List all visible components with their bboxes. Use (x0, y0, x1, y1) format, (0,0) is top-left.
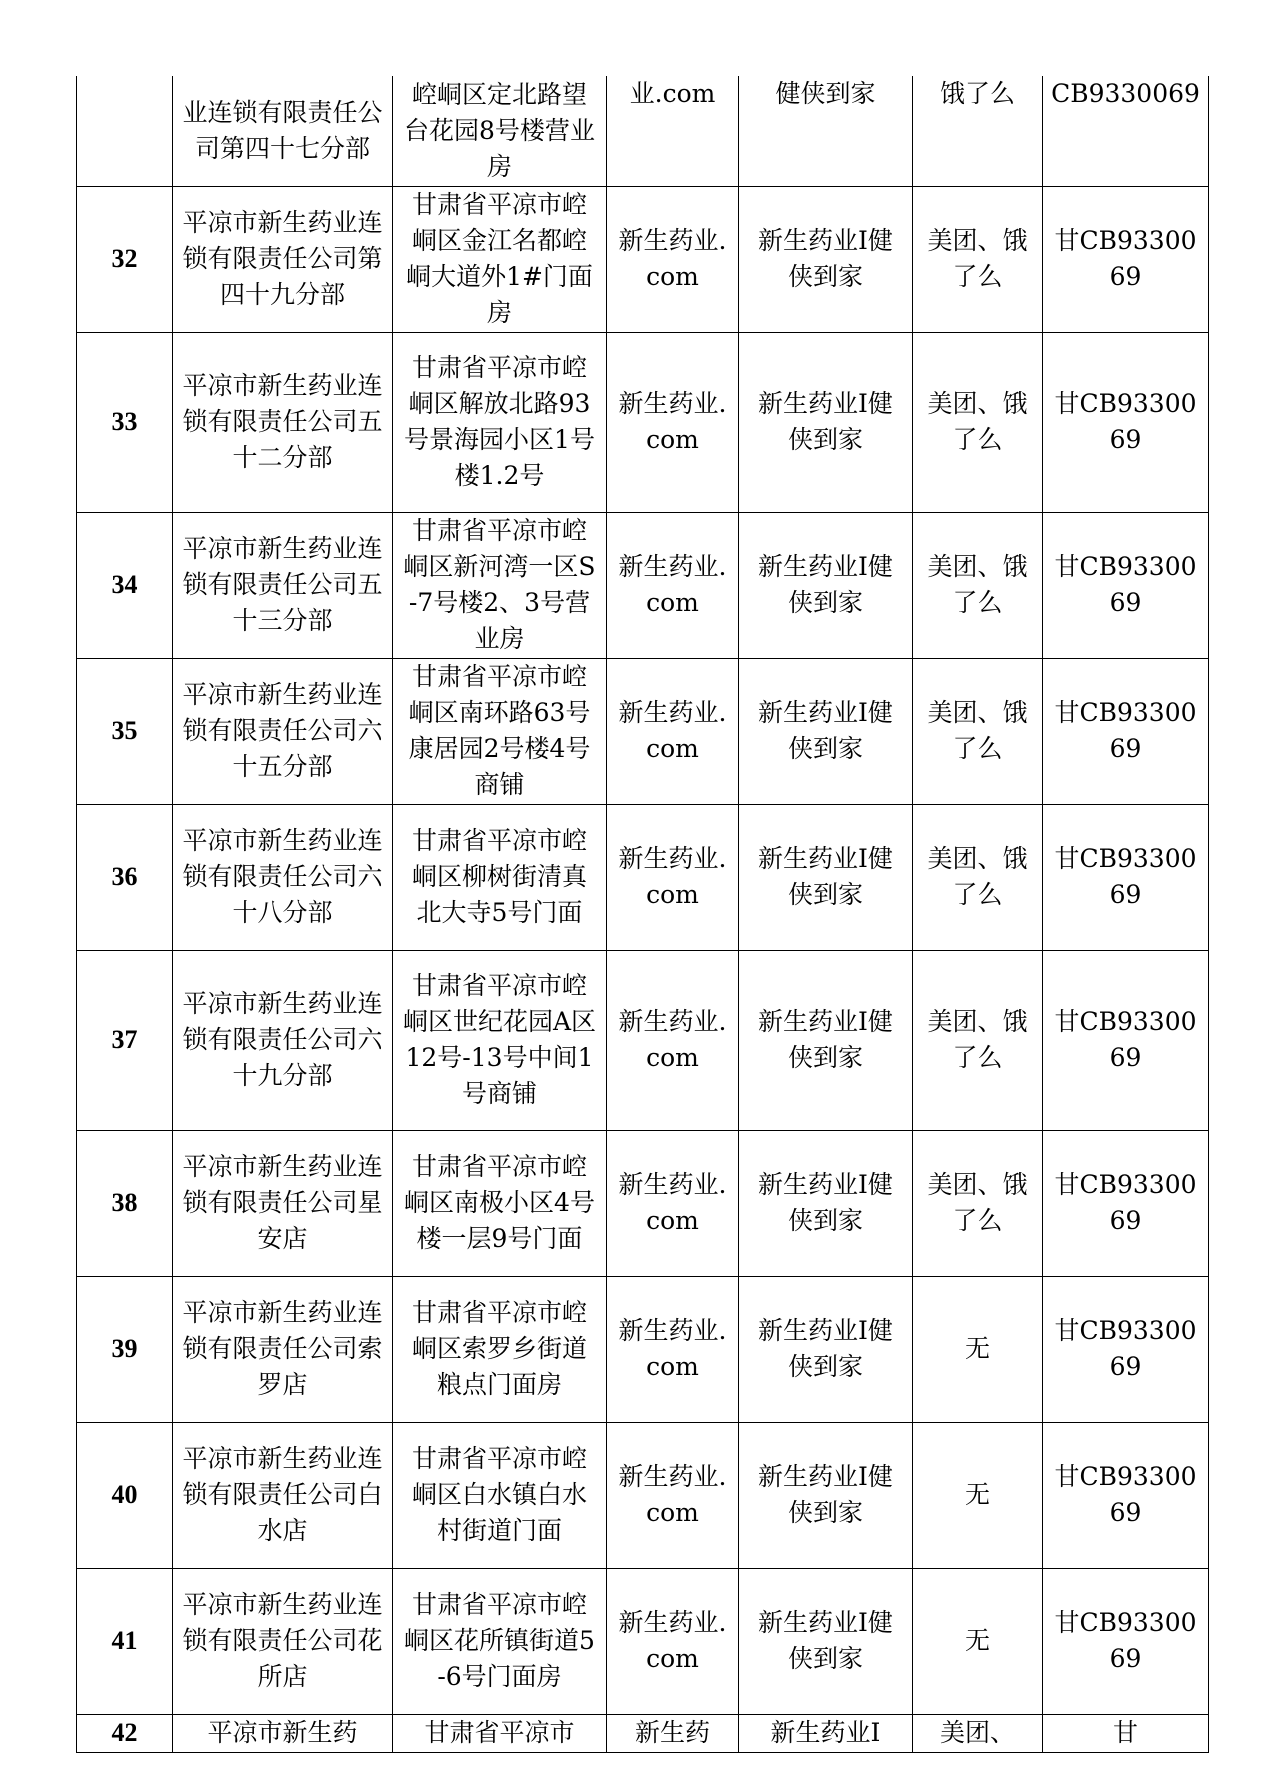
store-license: 甘CB9330069 (1043, 332, 1209, 512)
store-app: 新生药业I (739, 1714, 913, 1752)
row-number: 37 (77, 950, 173, 1130)
row-number: 38 (77, 1130, 173, 1276)
store-app: 新生药业I健侠到家 (739, 1422, 913, 1568)
store-website: 新生药业.com (607, 1130, 739, 1276)
store-name: 平凉市新生药业连锁有限责任公司第四十九分部 (173, 186, 393, 332)
store-address: 甘肃省平凉市 (393, 1714, 607, 1752)
store-website: 新生药业.com (607, 1422, 739, 1568)
store-name: 平凉市新生药业连锁有限责任公司白水店 (173, 1422, 393, 1568)
store-table (76, 76, 1209, 1753)
store-platform: 无 (913, 1276, 1043, 1422)
store-address: 甘肃省平凉市崆峒区索罗乡街道粮点门面房 (393, 1276, 607, 1422)
row-number (77, 76, 173, 186)
store-website: 新生药业.com (607, 658, 739, 804)
row-number: 39 (77, 1276, 173, 1422)
store-website: 新生药业.com (607, 332, 739, 512)
table-row-partial-top (77, 76, 1209, 186)
store-platform: 美团、饿了么 (913, 186, 1043, 332)
store-address: 甘肃省平凉市崆峒区金江名都崆峒大道外1#门面房 (393, 186, 607, 332)
store-app: 新生药业I健侠到家 (739, 186, 913, 332)
store-app: 新生药业I健侠到家 (739, 1276, 913, 1422)
store-platform: 美团、 (913, 1714, 1043, 1752)
store-name: 平凉市新生药业连锁有限责任公司五十二分部 (173, 332, 393, 512)
store-address: 甘肃省平凉市崆峒区柳树街清真北大寺5号门面 (393, 804, 607, 950)
table-row (77, 512, 1209, 658)
row-number: 36 (77, 804, 173, 950)
store-website: 新生药 (607, 1714, 739, 1752)
table-row (77, 1568, 1209, 1714)
row-number: 41 (77, 1568, 173, 1714)
store-name: 平凉市新生药业连锁有限责任公司索罗店 (173, 1276, 393, 1422)
row-number: 42 (77, 1714, 173, 1752)
store-platform: 美团、饿了么 (913, 1130, 1043, 1276)
store-platform: 无 (913, 1422, 1043, 1568)
store-address: 甘肃省平凉市崆峒区白水镇白水村街道门面 (393, 1422, 607, 1568)
store-license: 甘CB9330069 (1043, 658, 1209, 804)
store-platform: 美团、饿了么 (913, 332, 1043, 512)
row-number: 33 (77, 332, 173, 512)
store-app: 新生药业I健侠到家 (739, 804, 913, 950)
store-license: 甘CB9330069 (1043, 950, 1209, 1130)
store-address: 崆峒区定北路望台花园8号楼营业房 (393, 76, 607, 186)
table-row-partial-bottom (77, 1714, 1209, 1752)
store-platform: 美团、饿了么 (913, 804, 1043, 950)
table-row (77, 1422, 1209, 1568)
store-app: 健侠到家 (739, 76, 913, 186)
store-name: 平凉市新生药 (173, 1714, 393, 1752)
row-number: 35 (77, 658, 173, 804)
store-name: 平凉市新生药业连锁有限责任公司六十五分部 (173, 658, 393, 804)
store-address: 甘肃省平凉市崆峒区南极小区4号楼一层9号门面 (393, 1130, 607, 1276)
store-name: 平凉市新生药业连锁有限责任公司星安店 (173, 1130, 393, 1276)
table-row (77, 658, 1209, 804)
store-name: 业连锁有限责任公司第四十七分部 (173, 76, 393, 186)
store-license: 甘CB9330069 (1043, 804, 1209, 950)
store-address: 甘肃省平凉市崆峒区新河湾一区S-7号楼2、3号营业房 (393, 512, 607, 658)
table-row (77, 332, 1209, 512)
table-row (77, 1130, 1209, 1276)
store-website: 新生药业.com (607, 186, 739, 332)
store-license: 甘CB9330069 (1043, 1568, 1209, 1714)
table-row (77, 186, 1209, 332)
store-address: 甘肃省平凉市崆峒区世纪花园A区12号-13号中间1号商铺 (393, 950, 607, 1130)
store-name: 平凉市新生药业连锁有限责任公司五十三分部 (173, 512, 393, 658)
store-address: 甘肃省平凉市崆峒区南环路63号康居园2号楼4号商铺 (393, 658, 607, 804)
store-website: 新生药业.com (607, 1568, 739, 1714)
row-number: 40 (77, 1422, 173, 1568)
table-body (77, 76, 1209, 1752)
store-app: 新生药业I健侠到家 (739, 332, 913, 512)
table-row (77, 950, 1209, 1130)
store-license: 甘CB9330069 (1043, 186, 1209, 332)
table-row (77, 804, 1209, 950)
store-name: 平凉市新生药业连锁有限责任公司六十八分部 (173, 804, 393, 950)
store-name: 平凉市新生药业连锁有限责任公司花所店 (173, 1568, 393, 1714)
row-number: 32 (77, 186, 173, 332)
store-app: 新生药业I健侠到家 (739, 1568, 913, 1714)
store-website: 新生药业.com (607, 950, 739, 1130)
store-address: 甘肃省平凉市崆峒区解放北路93号景海园小区1号楼1.2号 (393, 332, 607, 512)
store-license: CB9330069 (1043, 76, 1209, 186)
table-row (77, 1276, 1209, 1422)
store-license: 甘CB9330069 (1043, 1276, 1209, 1422)
row-number: 34 (77, 512, 173, 658)
store-name: 平凉市新生药业连锁有限责任公司六十九分部 (173, 950, 393, 1130)
store-license: 甘 (1043, 1714, 1209, 1752)
store-platform: 美团、饿了么 (913, 658, 1043, 804)
store-app: 新生药业I健侠到家 (739, 658, 913, 804)
store-platform: 饿了么 (913, 76, 1043, 186)
store-app: 新生药业I健侠到家 (739, 1130, 913, 1276)
store-app: 新生药业I健侠到家 (739, 512, 913, 658)
store-website: 新生药业.com (607, 804, 739, 950)
store-website: 新生药业.com (607, 512, 739, 658)
store-address: 甘肃省平凉市崆峒区花所镇街道5-6号门面房 (393, 1568, 607, 1714)
store-website: 业.com (607, 76, 739, 186)
store-website: 新生药业.com (607, 1276, 739, 1422)
store-app: 新生药业I健侠到家 (739, 950, 913, 1130)
store-license: 甘CB9330069 (1043, 1130, 1209, 1276)
store-platform: 美团、饿了么 (913, 950, 1043, 1130)
store-license: 甘CB9330069 (1043, 1422, 1209, 1568)
store-platform: 美团、饿了么 (913, 512, 1043, 658)
store-platform: 无 (913, 1568, 1043, 1714)
store-license: 甘CB9330069 (1043, 512, 1209, 658)
